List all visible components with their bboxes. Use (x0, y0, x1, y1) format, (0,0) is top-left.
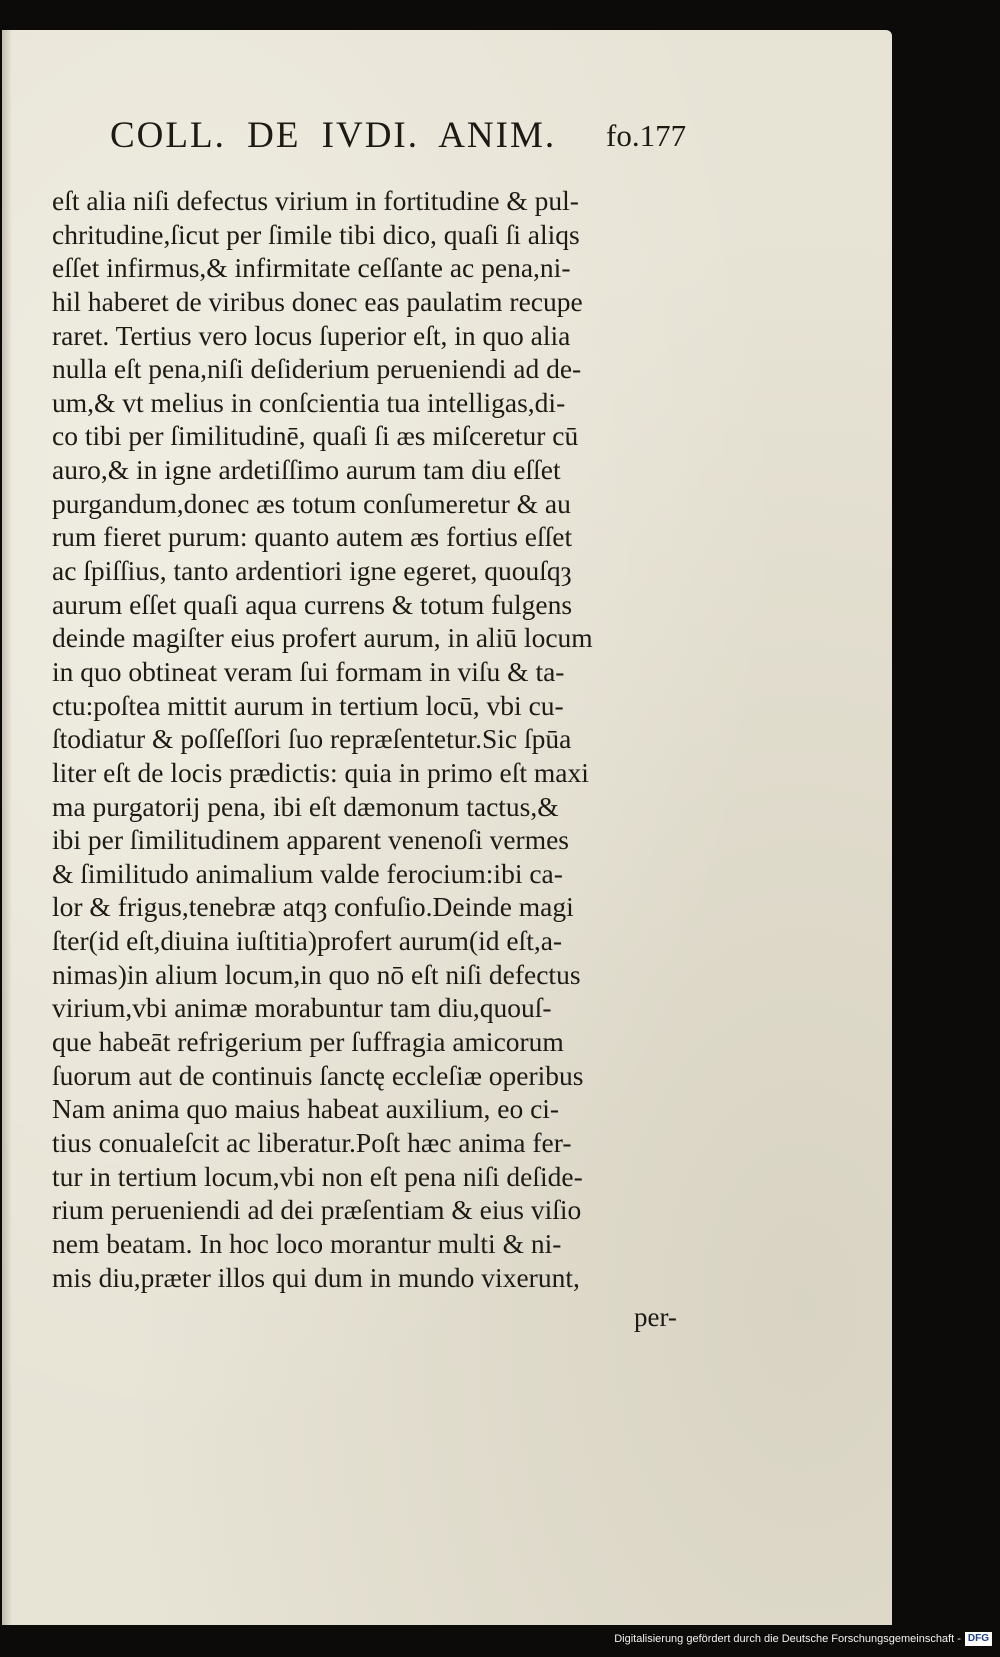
folio-number: fo.177 (606, 118, 687, 153)
text-line: ibi per ſimilitudinem apparent venenoſi vermes (52, 824, 570, 856)
text-line: auro,& in igne ardetiſſimo aurum tam diu eſſet (52, 454, 561, 486)
text-line: co tibi per ſimilitudinē, quaſi ſi æs miſceretur cū (52, 420, 579, 452)
page-gutter-shadow (2, 30, 12, 1625)
text-line: liter eſt de locis prædictis: quia in primo eſt maxi (52, 756, 589, 788)
dfg-logo: DFG (965, 1632, 992, 1646)
text-line: & ſimilitudo animalium valde ferocium:ibi ca- (52, 857, 563, 889)
footer-credit: Digitalisierung gefördert durch die Deutsche Forschungsgemeinschaft - (614, 1633, 961, 1645)
text-line: eſt alia niſi defectus virium in fortitudine & pul- (52, 185, 579, 216)
text-line: rium perueniendi ad dei præſentiam & eius viſio (52, 1194, 582, 1226)
text-line: nimas)in alium locum,in quo nō eſt niſi defectus (52, 958, 581, 990)
text-line: tur in tertium locum,vbi non eſt pena niſi deſide- (52, 1160, 583, 1192)
text-line: lor & frigus,tenebræ atqȝ confuſio.Deinde magi (52, 891, 574, 923)
text-line: deinde magiſter eius profert aurum, in aliū locum (52, 622, 593, 654)
digitization-footer (614, 1629, 992, 1649)
text-line: ſtodiatur & poſſeſſori ſuo repræſentetur.Sic ſpūa (52, 723, 572, 755)
text-line: aurum eſſet quaſi aqua currens & totum fulgens (52, 588, 573, 620)
text-line: um,& vt melius in conſcientia tua intelligas,di- (52, 386, 566, 418)
text-line: ſter(id eſt,diuina iuſtitia)profert aurum(id eſt,a- (52, 925, 563, 957)
text-line: purgandum,donec æs totum conſumeretur & au (52, 487, 571, 519)
text-line: mis diu,præter illos qui dum in mundo vixerunt, (52, 1261, 580, 1293)
text-line: ſuorum aut de continuis ſanctę eccleſiæ operibus (52, 1059, 584, 1091)
text-line: rum fieret purum: quanto autem æs fortius eſſet (52, 521, 573, 553)
text-line: nem beatam. In hoc loco morantur multi & ni- (52, 1227, 562, 1259)
text-line: nulla eſt pena,niſi deſiderium perueniendi ad de- (52, 353, 582, 385)
catchword: per- (634, 1302, 677, 1332)
text-line: in quo obtineat veram ſui formam in viſu & ta- (52, 655, 565, 687)
text-line: eſſet infirmus,& infirmitate ceſſante ac pena,ni- (52, 252, 571, 284)
text-line: Nam anima quo maius habeat auxilium, eo ci- (52, 1093, 560, 1125)
text-line: hil haberet de viribus donec eas paulatim recupe (52, 285, 583, 317)
text-line: ctu:poſtea mittit aurum in tertium locū, vbi cu- (52, 689, 564, 721)
text-line: chritudine,ſicut per ſimile tibi dico, quaſi ſi aliqs (52, 218, 580, 250)
text-line: que habeāt refrigerium per ſuffragia amicorum (52, 1026, 564, 1058)
text-line: tius conualeſcit ac liberatur.Poſt hæc anima fer- (52, 1126, 572, 1158)
text-line: virium,vbi animæ morabuntur tam diu,quouſ- (52, 992, 552, 1024)
book-page (2, 30, 892, 1625)
running-head-title: COLL. DE IVDI. ANIM. (110, 115, 557, 156)
text-block (52, 184, 742, 1294)
text-line: raret. Tertius vero locus ſuperior eſt, in quo alia (52, 319, 571, 351)
running-head (110, 114, 750, 162)
text-line: ac ſpiſſius, tanto ardentiori igne egeret, quouſqȝ (52, 555, 572, 587)
text-line: ma purgatorij pena, ibi eſt dæmonum tactus,& (52, 790, 559, 822)
